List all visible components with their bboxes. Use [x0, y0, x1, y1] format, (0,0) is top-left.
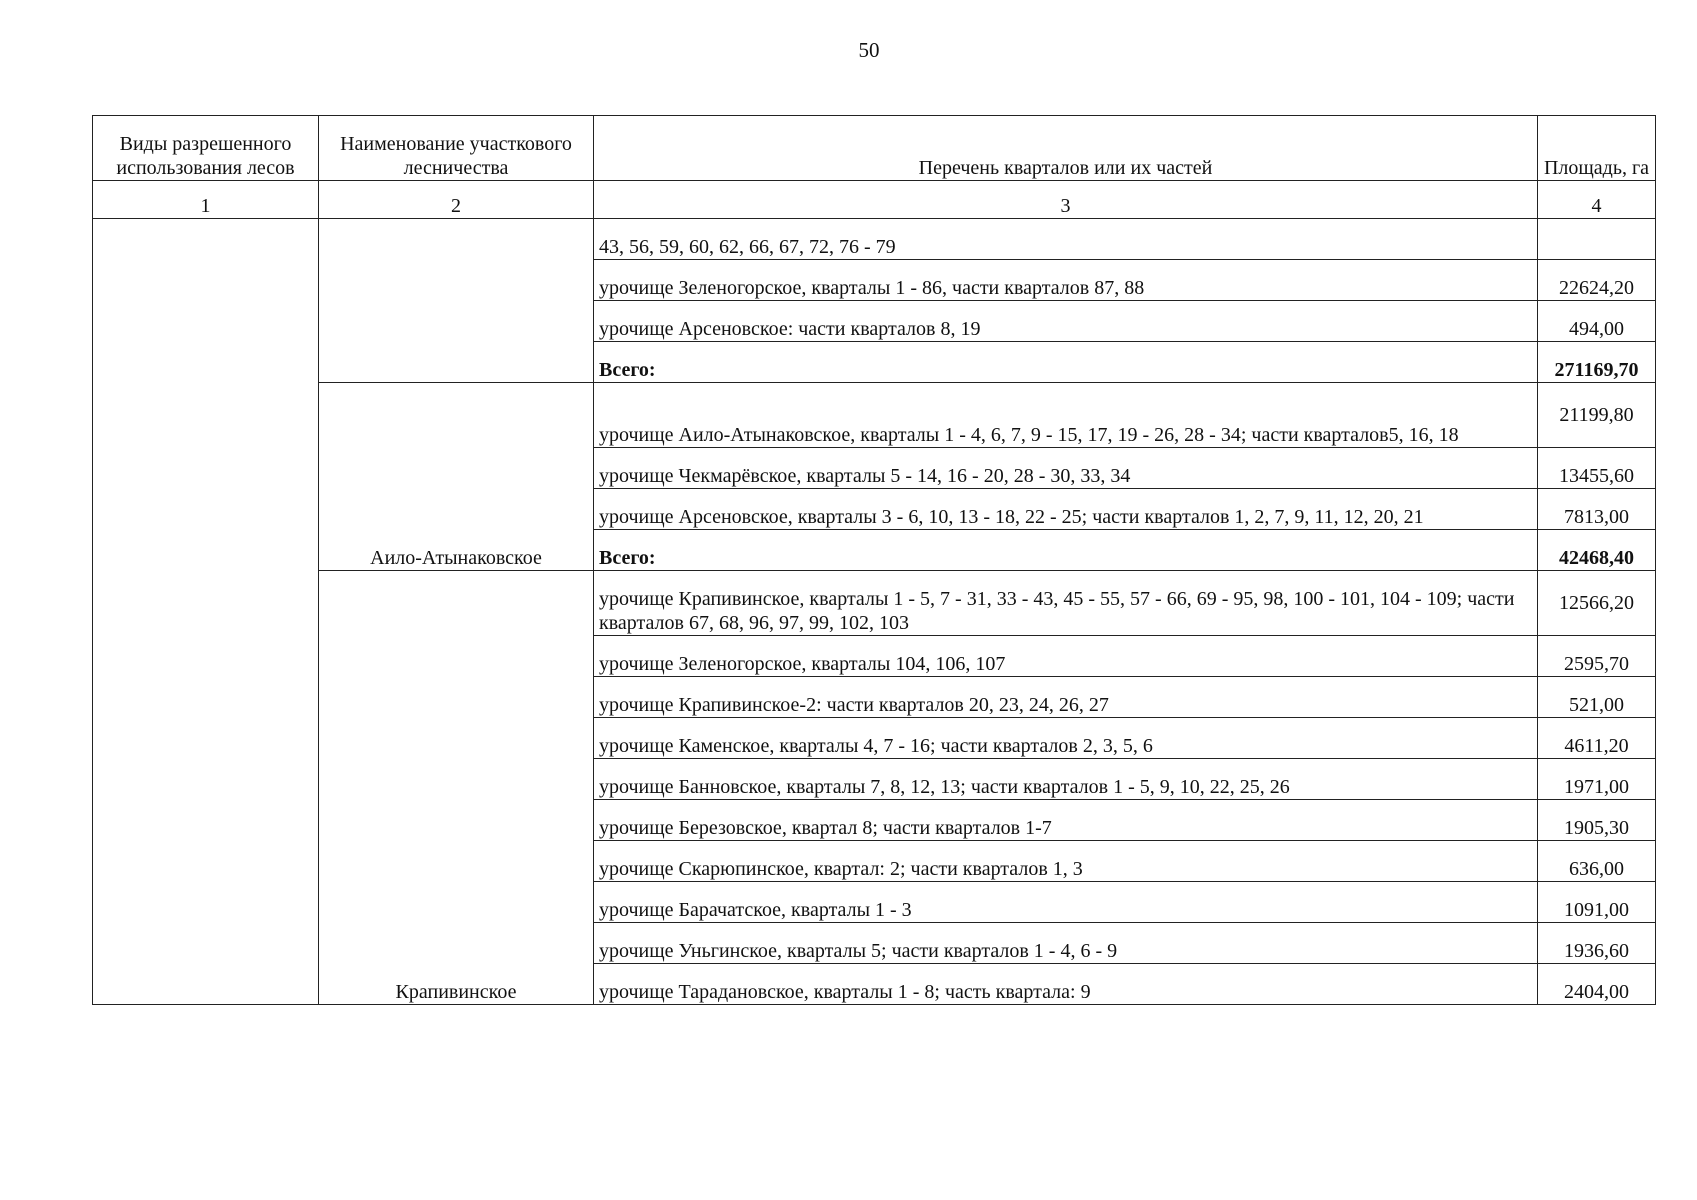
- quarters-cell: урочище Зеленогорское, кварталы 104, 106, 107: [594, 636, 1538, 677]
- quarters-cell: урочище Каменское, кварталы 4, 7 - 16; части кварталов 2, 3, 5, 6: [594, 718, 1538, 759]
- column-number: 2: [319, 181, 594, 219]
- quarters-cell: урочище Барачатское, кварталы 1 - 3: [594, 882, 1538, 923]
- area-cell: 521,00: [1538, 677, 1656, 718]
- quarters-cell: урочище Скарюпинское, квартал: 2; части кварталов 1, 3: [594, 841, 1538, 882]
- forest-quarters-table: [92, 115, 1656, 1005]
- table-row: [93, 219, 1656, 260]
- column-number: 1: [93, 181, 319, 219]
- forestry-name-cell: Крапивинское: [319, 571, 594, 1005]
- quarters-cell: урочище Банновское, кварталы 7, 8, 12, 13; части кварталов 1 - 5, 9, 10, 22, 25, 26: [594, 759, 1538, 800]
- header-usage-type: Виды разрешенного использования лесов: [93, 116, 319, 181]
- quarters-cell: урочище Зеленогорское, кварталы 1 - 86, части кварталов 87, 88: [594, 260, 1538, 301]
- quarters-cell: урочище Крапивинское-2: части кварталов 20, 23, 24, 26, 27: [594, 677, 1538, 718]
- area-cell: 21199,80: [1538, 383, 1656, 448]
- area-cell: 494,00: [1538, 301, 1656, 342]
- forestry-name-cell: Аило-Атынаковское: [319, 383, 594, 571]
- usage-type-cell: [93, 219, 319, 1005]
- header-forestry-name: Наименование участкового лесничества: [319, 116, 594, 181]
- quarters-cell: урочище Уньгинское, кварталы 5; части кварталов 1 - 4, 6 - 9: [594, 923, 1538, 964]
- area-cell: 636,00: [1538, 841, 1656, 882]
- area-cell: 12566,20: [1538, 571, 1656, 636]
- area-cell: 4611,20: [1538, 718, 1656, 759]
- quarters-cell: урочище Тарадановское, кварталы 1 - 8; часть квартала: 9: [594, 964, 1538, 1005]
- area-cell: 2595,70: [1538, 636, 1656, 677]
- area-cell: 7813,00: [1538, 489, 1656, 530]
- table-row: [93, 571, 1656, 636]
- column-number-row: [93, 181, 1656, 219]
- total-area: 42468,40: [1538, 530, 1656, 571]
- quarters-cell: 43, 56, 59, 60, 62, 66, 67, 72, 76 - 79: [594, 219, 1538, 260]
- quarters-cell: урочище Чекмарёвское, кварталы 5 - 14, 16 - 20, 28 - 30, 33, 34: [594, 448, 1538, 489]
- quarters-cell: урочище Березовское, квартал 8; части кварталов 1-7: [594, 800, 1538, 841]
- quarters-cell: урочище Крапивинское, кварталы 1 - 5, 7 - 31, 33 - 43, 45 - 55, 57 - 66, 69 - 95, 98, 100 - 101, 104 - 109; части кварталов 67, 68, 96, 97, 99, 102, 103: [594, 571, 1538, 636]
- forestry-name-cell: [319, 219, 594, 383]
- quarters-cell: урочище Арсеновское, кварталы 3 - 6, 10, 13 - 18, 22 - 25; части кварталов 1, 2, 7, 9, 11, 12, 20, 21: [594, 489, 1538, 530]
- area-cell: 1091,00: [1538, 882, 1656, 923]
- quarters-cell: урочище Арсеновское: части кварталов 8, 19: [594, 301, 1538, 342]
- header-row: [93, 116, 1656, 181]
- column-number: 4: [1538, 181, 1656, 219]
- table-row: [93, 383, 1656, 448]
- area-cell: 1971,00: [1538, 759, 1656, 800]
- total-area: 271169,70: [1538, 342, 1656, 383]
- area-cell: 1936,60: [1538, 923, 1656, 964]
- area-cell: 13455,60: [1538, 448, 1656, 489]
- column-number: 3: [594, 181, 1538, 219]
- header-quarters-list: Перечень кварталов или их частей: [594, 116, 1538, 181]
- area-cell: 2404,00: [1538, 964, 1656, 1005]
- area-cell: 22624,20: [1538, 260, 1656, 301]
- quarters-cell: урочище Аило-Атынаковское, кварталы 1 - 4, 6, 7, 9 - 15, 17, 19 - 26, 28 - 34; части кварталов5, 16, 18: [594, 383, 1538, 448]
- area-cell: 1905,30: [1538, 800, 1656, 841]
- header-area: Площадь, га: [1538, 116, 1656, 181]
- total-label: Всего:: [594, 342, 1538, 383]
- area-cell: [1538, 219, 1656, 260]
- total-label: Всего:: [594, 530, 1538, 571]
- page-number: 50: [858, 38, 880, 62]
